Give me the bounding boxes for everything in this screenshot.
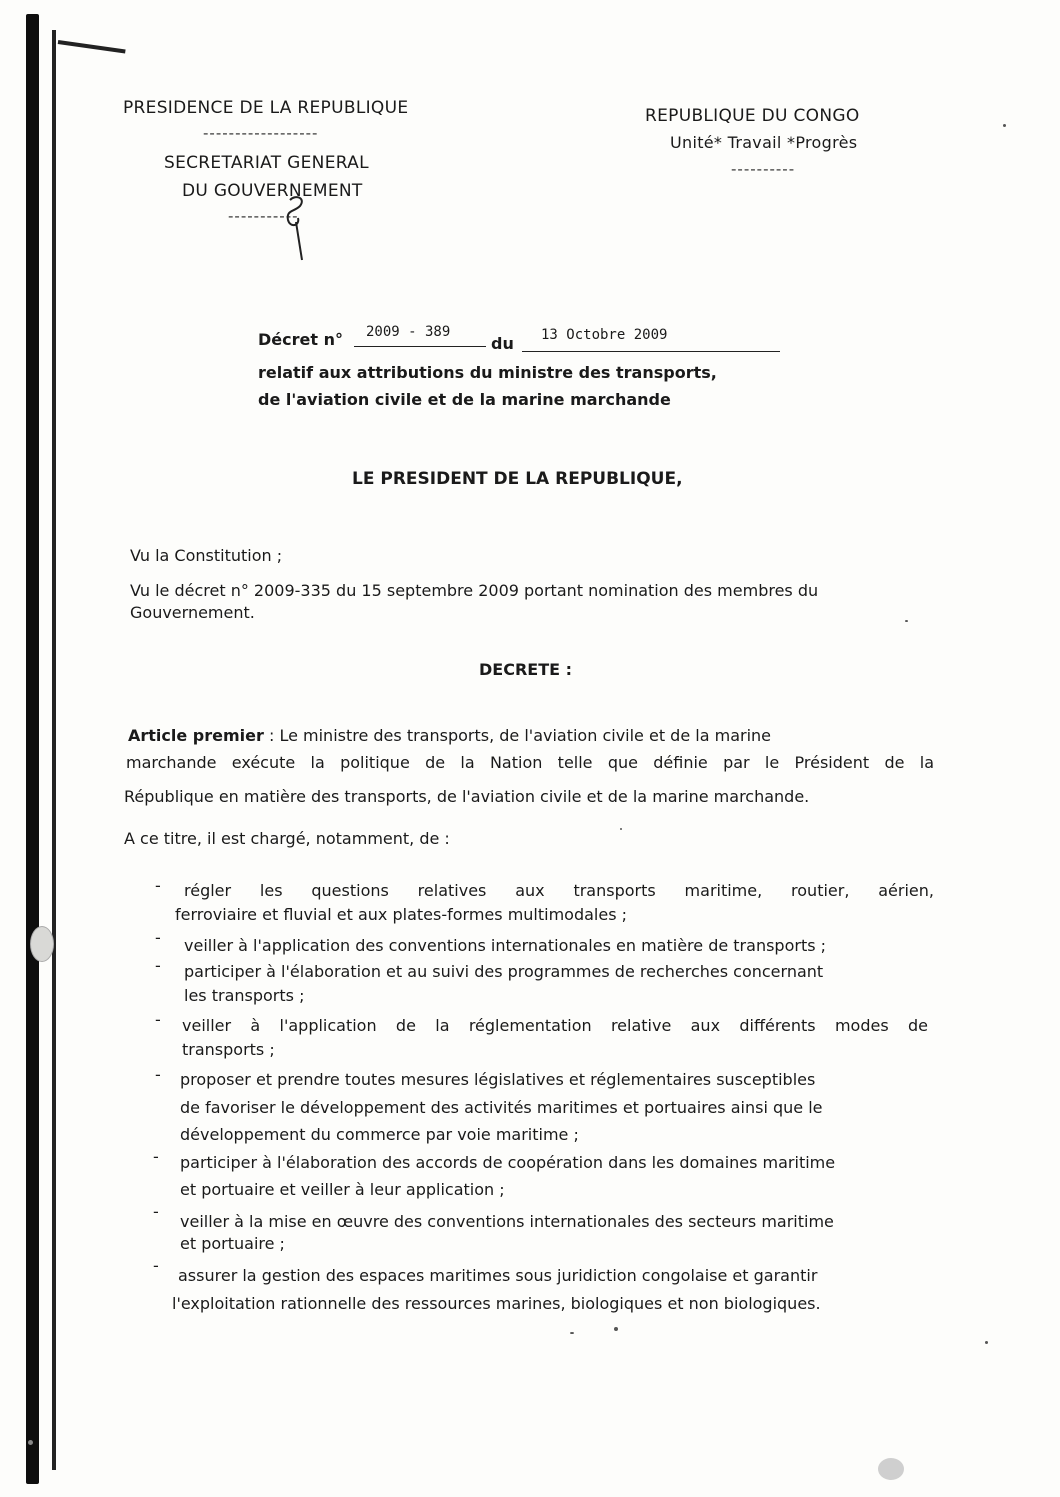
visa-constitution: Vu la Constitution ;	[130, 546, 283, 565]
scan-margin-line	[52, 30, 56, 1470]
bullet-2-line1: veiller à l'application des conventions internationales en matière de transports ;	[184, 936, 827, 955]
article-premier-text1: : Le ministre des transports, de l'aviation civile et de la marine	[263, 726, 771, 745]
bullet-dash: -	[153, 1202, 159, 1221]
punch-hole	[30, 926, 54, 962]
scan-speck	[620, 828, 622, 830]
bullet-dash: -	[155, 1065, 161, 1084]
bullet-1-line2: ferroviaire et fluvial et aux plates-formes multimodales ;	[175, 905, 628, 924]
visa-decree: Vu le décret n° 2009-335 du 15 septembre 2009 portant nomination des membres du	[130, 581, 819, 600]
decree-number: 2009 - 389	[366, 324, 451, 340]
article-premier-line1	[128, 725, 934, 747]
decree-subject-line2: de l'aviation civile et de la marine marchande	[258, 390, 671, 409]
bullet-dash: -	[155, 928, 161, 947]
decree-subject-line1: relatif aux attributions du ministre des transports,	[258, 363, 717, 382]
decree-date: 13 Octobre 2009	[541, 327, 668, 343]
bullet-8-line2: l'exploitation rationnelle des ressources marines, biologiques et non biologiques.	[172, 1294, 821, 1313]
bullet-3-line1: participer à l'élaboration et au suivi des programmes de recherches concernant	[184, 962, 824, 981]
scan-speck	[570, 1332, 574, 1334]
bullet-8-line1: assurer la gestion des espaces maritimes sous juridiction congolaise et garantir	[178, 1266, 818, 1285]
bullet-3-line2: les transports ;	[184, 986, 305, 1005]
scan-speck	[614, 1327, 618, 1331]
bullet-6-line1: participer à l'élaboration des accords de coopération dans les domaines maritime	[180, 1153, 836, 1172]
decree-date-underline	[522, 351, 780, 352]
bullet-5-line3: développement du commerce par voie maritime ;	[180, 1125, 579, 1144]
article-premier-label: Article premier	[128, 726, 264, 745]
bullet-7-line1: veiller à la mise en œuvre des conventions internationales des secteurs maritime	[180, 1212, 834, 1231]
bullet-4-line2: transports ;	[182, 1040, 275, 1059]
bullet-6-line2: et portuaire et veiller à leur application ;	[180, 1180, 505, 1199]
country-title: REPUBLIQUE DU CONGO	[645, 106, 860, 126]
decree-number-label: Décret n°	[258, 330, 343, 349]
scan-edge-bar	[26, 14, 39, 1484]
bullet-5-line2: de favoriser le développement des activités maritimes et portuaires ainsi que le	[180, 1098, 823, 1117]
scan-speck	[1003, 124, 1006, 127]
bullet-4-line1: veiller à l'application de la réglementation relative aux différents modes de	[182, 1016, 928, 1035]
scan-speck	[985, 1341, 988, 1344]
header-right-separator: ----------	[731, 160, 796, 178]
bullet-1-line1: régler les questions relatives aux transports maritime, routier, aérien,	[184, 881, 934, 900]
bullet-7-line2: et portuaire ;	[180, 1234, 285, 1253]
scan-speck	[28, 1440, 33, 1445]
bullet-5-line1: proposer et prendre toutes mesures législatives et réglementaires susceptibles	[180, 1070, 816, 1089]
bullet-dash: -	[155, 956, 161, 975]
header-left-separator: ------------------	[203, 124, 319, 142]
secretariat-line1: SECRETARIAT GENERAL	[164, 153, 369, 173]
scan-speck	[905, 620, 908, 622]
visa-decree-cont: Gouvernement.	[130, 603, 255, 622]
decrete-heading: DECRETE :	[479, 660, 573, 679]
scan-smudge	[878, 1458, 904, 1480]
president-heading: LE PRESIDENT DE LA REPUBLIQUE,	[352, 469, 683, 489]
decree-number-underline	[354, 346, 486, 347]
bullet-dash: -	[155, 1010, 161, 1029]
scan-corner-stroke	[58, 40, 126, 53]
bullet-dash: -	[153, 1256, 159, 1275]
presidency-title: PRESIDENCE DE LA REPUBLIQUE	[123, 98, 409, 118]
article-premier-line3: République en matière des transports, de l'aviation civile et de la marine marchande.	[124, 787, 810, 806]
bullet-dash: -	[153, 1147, 159, 1166]
duties-intro: A ce titre, il est chargé, notamment, de :	[124, 829, 450, 848]
article-premier-line2: marchande exécute la politique de la Nation telle que définie par le Président de la	[126, 753, 934, 772]
handwritten-mark-icon	[278, 192, 318, 262]
bullet-dash: -	[155, 876, 161, 895]
national-motto: Unité* Travail *Progrès	[670, 133, 858, 152]
decree-du-label: du	[491, 334, 514, 353]
secretariat-line2: DU GOUVERNEMENT	[182, 181, 363, 201]
header-left-separator2: -----------	[228, 207, 299, 225]
